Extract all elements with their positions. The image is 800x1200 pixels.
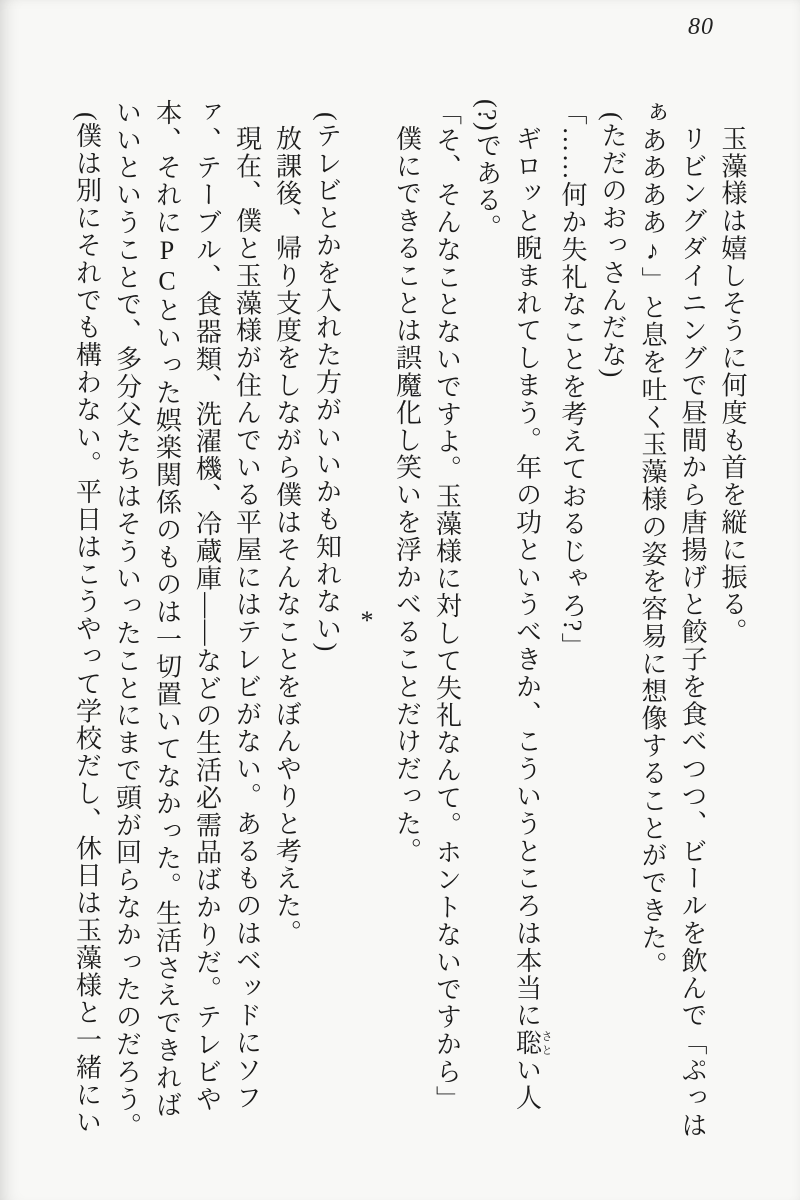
paragraph-normal: 玉藻様は嬉しそうに何度も首を縦に振る。 xyxy=(718,125,747,646)
paragraph-normal: ギロッと睨まれてしまう。年の功というべきか、こういうところは本当に聡さとい人(?)である。 xyxy=(472,99,552,1112)
paragraph-parenthetical: (ただのおっさんだな) xyxy=(598,112,627,379)
paragraph-normal: リビングダイニングで昼間から唐揚げと餃子を食べつつ、ビールを飲んで「ぷっはぁああああ♪」と息を吐く玉藻様の姿を容易に想像することができた。 xyxy=(638,99,707,1139)
page-number: 80 xyxy=(688,14,714,40)
paragraph-dialogue: 「……何か失礼なことを考えておるじゃろ?」 xyxy=(558,99,587,660)
paragraph-normal: 僕にできることは誤魔化し笑いを浮かべることだけだった。 xyxy=(392,125,422,865)
novel-text-block xyxy=(62,99,752,1141)
furigana: さと xyxy=(540,1029,552,1057)
paragraph-dialogue: 「そ、そんなことないですよ。玉藻様に対して失礼なんて。ホントないですから」 xyxy=(432,99,462,1113)
section-separator: * xyxy=(352,605,382,635)
paragraph-parenthetical: (テレビとかを入れた方がいいかも知れない) xyxy=(312,112,342,653)
paragraph-normal: 現在、僕と玉藻様が住んでいる平屋にはテレビがない。あるものはベッドにソファ、テーブル、食器類、洗濯機、冷蔵庫――などの生活必需品ばかりだ。テレビや本、それにPCといった娯楽関係のものは一切置いてなかった。生活さえできればいいということで、多分父たちはそういったことにまで頭が回らなかったのだろう。 xyxy=(112,99,262,1141)
paragraph-normal: 放課後、帰り支度をしながら僕はそんなことをぼんやりと考えた。 xyxy=(272,125,302,947)
ruby-base: 聡さと xyxy=(512,1029,552,1057)
latin-upright-text: PC xyxy=(152,236,182,297)
paragraph-parenthetical: (僕は別にそれでも構わない。平日はこうやって学校だし、休日は玉藻様と一緒にい xyxy=(72,112,102,1136)
